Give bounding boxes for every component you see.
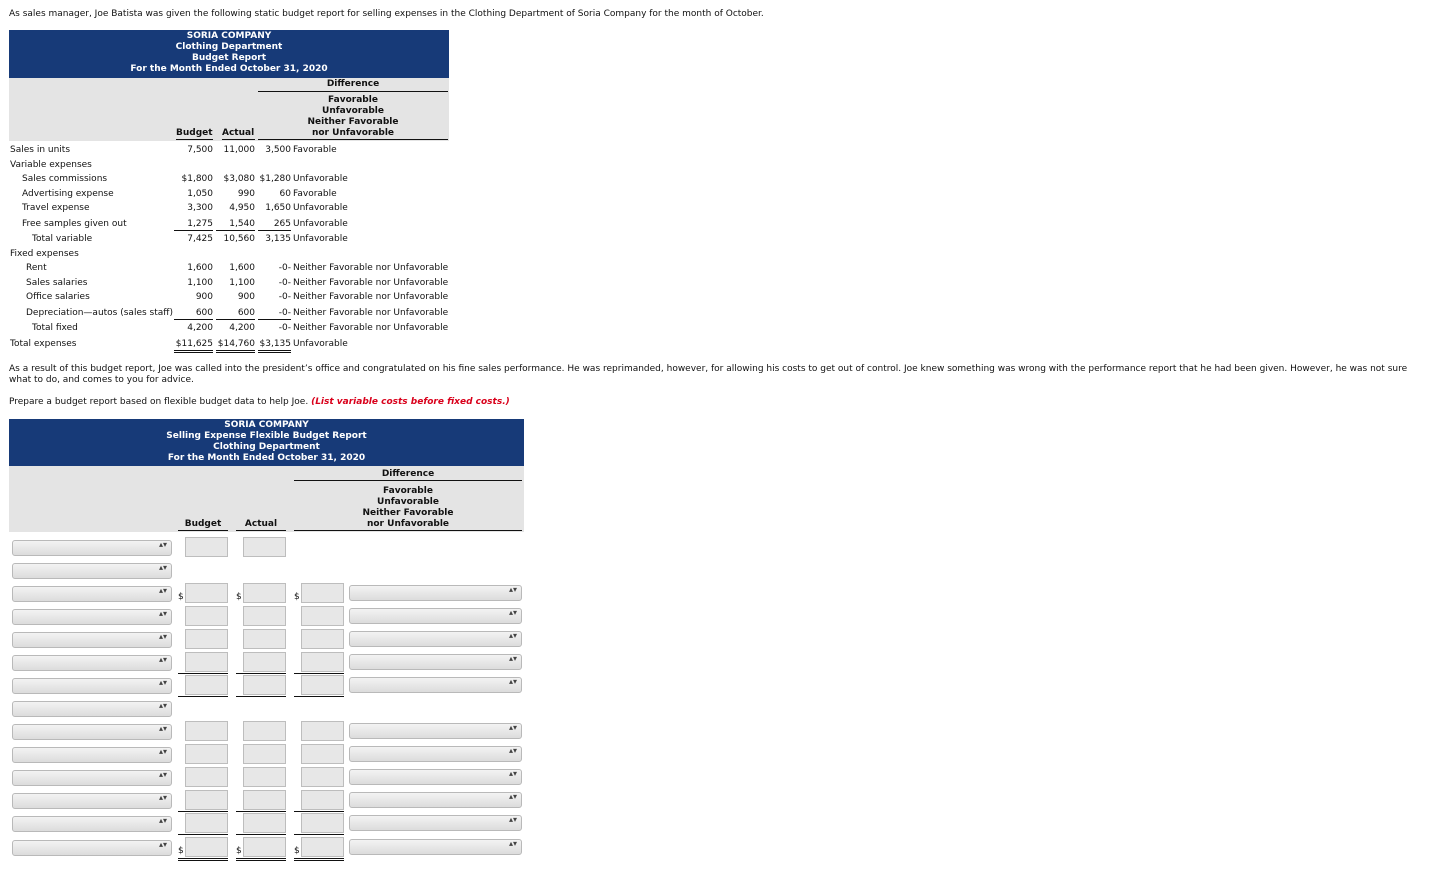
- scenario-paragraph: As a result of this budget report, Joe was called into the president’s office and congratulated on his fine sales performance. He was reprimanded, however, for allowing his costs to get out of control. Joe knew something was wrong with the performance report that he had been given. However, he was not sure what to do, and comes to you for advice.: [9, 364, 1408, 385]
- row-label: Rent: [26, 263, 47, 273]
- difference-input[interactable]: [301, 629, 344, 649]
- budget-value: 4,200: [187, 323, 213, 333]
- actual-value: 1,540: [216, 219, 255, 231]
- difference-status-select[interactable]: [349, 654, 522, 670]
- actual-value: 600: [216, 308, 255, 320]
- total-underline: [294, 673, 344, 674]
- row-label: Sales commissions: [22, 174, 108, 184]
- budget-input[interactable]: [185, 675, 228, 695]
- difference-input[interactable]: [301, 767, 344, 787]
- actual-input[interactable]: [243, 790, 286, 810]
- difference-value: -0-: [278, 323, 291, 333]
- select-arrows-icon: ▴▾: [508, 792, 517, 801]
- dollar-sign: $: [294, 846, 300, 856]
- budget-input[interactable]: [185, 537, 228, 557]
- select-arrows-icon: ▴▾: [158, 747, 167, 756]
- select-arrows-icon: ▴▾: [158, 655, 167, 664]
- static-difference-label: Difference: [326, 79, 380, 89]
- instruction: [9, 397, 510, 407]
- diff-option-unfavorable: Unfavorable: [322, 106, 384, 116]
- flex-report-title: Selling Expense Flexible Budget Report: [166, 431, 367, 441]
- select-arrows-icon: ▴▾: [508, 746, 517, 755]
- select-arrows-icon: ▴▾: [508, 769, 517, 778]
- budget-input[interactable]: [185, 606, 228, 626]
- row-label-select[interactable]: [12, 793, 172, 809]
- select-arrows-icon: ▴▾: [508, 677, 517, 686]
- static-report-header: [9, 30, 449, 79]
- difference-input[interactable]: [301, 606, 344, 626]
- select-arrows-icon: ▴▾: [158, 609, 167, 618]
- status-value: Unfavorable: [293, 219, 348, 229]
- actual-value: 900: [237, 292, 255, 302]
- budget-input[interactable]: [185, 744, 228, 764]
- actual-input[interactable]: [243, 652, 286, 672]
- dollar-sign: $: [178, 592, 184, 602]
- budget-value: 3,300: [187, 203, 213, 213]
- difference-value: -0-: [278, 278, 291, 288]
- actual-value: $14,760: [216, 339, 255, 353]
- total-underline: [236, 858, 286, 861]
- difference-input[interactable]: [301, 583, 344, 603]
- budget-input[interactable]: [185, 837, 228, 857]
- row-label-select[interactable]: [12, 724, 172, 740]
- actual-value: $3,080: [223, 174, 255, 184]
- row-label: Travel expense: [22, 203, 90, 213]
- diff-option-neither: Neither Favorable: [307, 117, 399, 127]
- budget-value: 1,050: [187, 189, 213, 199]
- budget-value: 1,275: [174, 219, 213, 231]
- total-underline: [178, 834, 228, 835]
- status-value: Neither Favorable nor Unfavorable: [293, 323, 449, 333]
- row-label: Variable expenses: [10, 160, 92, 170]
- status-value: Favorable: [293, 189, 337, 199]
- total-underline: [236, 811, 286, 812]
- budget-input[interactable]: [185, 629, 228, 649]
- report-period: For the Month Ended October 31, 2020: [130, 64, 328, 74]
- divider: [294, 480, 522, 481]
- difference-status-select[interactable]: [349, 792, 522, 808]
- actual-value: 4,200: [229, 323, 255, 333]
- row-label: Depreciation—autos (sales staff): [26, 308, 173, 318]
- budget-value: 1,600: [187, 263, 213, 273]
- row-label-select[interactable]: [12, 609, 172, 625]
- actual-input[interactable]: [243, 837, 286, 857]
- actual-input[interactable]: [243, 721, 286, 741]
- difference-status-select[interactable]: [349, 631, 522, 647]
- select-arrows-icon: ▴▾: [508, 585, 517, 594]
- difference-status-select[interactable]: [349, 746, 522, 762]
- flex-difference-label: Difference: [381, 469, 435, 479]
- total-underline: [236, 834, 286, 835]
- row-label-select[interactable]: [12, 840, 172, 856]
- total-underline: [294, 834, 344, 835]
- status-value: Neither Favorable nor Unfavorable: [293, 263, 449, 273]
- difference-status-select[interactable]: [349, 815, 522, 831]
- dollar-sign: $: [178, 846, 184, 856]
- actual-input[interactable]: [243, 629, 286, 649]
- row-label-select[interactable]: [12, 678, 172, 694]
- budget-input[interactable]: [185, 767, 228, 787]
- flex-diff-option-favorable: Favorable: [383, 486, 433, 496]
- actual-input[interactable]: [243, 744, 286, 764]
- row-label-select[interactable]: [12, 586, 172, 602]
- flex-diff-option-neither: Neither Favorable: [362, 508, 454, 518]
- actual-value: 1,100: [229, 278, 255, 288]
- actual-input[interactable]: [243, 813, 286, 833]
- difference-value: -0-: [278, 263, 291, 273]
- budget-value: $11,625: [174, 339, 213, 353]
- flex-period: For the Month Ended October 31, 2020: [167, 453, 366, 463]
- status-value: Unfavorable: [293, 203, 348, 213]
- budget-value: $1,800: [181, 174, 213, 184]
- difference-input[interactable]: [301, 721, 344, 741]
- row-label-select[interactable]: [12, 540, 172, 556]
- actual-value: 11,000: [223, 145, 255, 155]
- status-value: Neither Favorable nor Unfavorable: [293, 308, 449, 318]
- select-arrows-icon: ▴▾: [508, 815, 517, 824]
- difference-input[interactable]: [301, 675, 344, 695]
- difference-value: 1,650: [265, 203, 291, 213]
- row-label: Sales salaries: [26, 278, 88, 288]
- select-arrows-icon: ▴▾: [508, 608, 517, 617]
- diff-option-favorable: Favorable: [328, 95, 378, 105]
- report-name: Budget Report: [191, 53, 267, 63]
- row-label: Free samples given out: [22, 219, 127, 229]
- total-underline: [236, 696, 286, 697]
- actual-input[interactable]: [243, 537, 286, 557]
- total-underline: [294, 811, 344, 812]
- row-label-select[interactable]: [12, 655, 172, 671]
- flex-report-header: [9, 419, 524, 467]
- actual-value: 990: [237, 189, 255, 199]
- select-arrows-icon: ▴▾: [158, 678, 167, 687]
- row-label-select[interactable]: [12, 747, 172, 763]
- difference-value: 3,135: [265, 234, 291, 244]
- flex-company-name: SORIA COMPANY: [224, 420, 309, 430]
- difference-value: -0-: [278, 292, 291, 302]
- select-arrows-icon: ▴▾: [158, 701, 167, 710]
- difference-value: $1,280: [259, 174, 291, 184]
- col-actual: Actual: [222, 128, 255, 138]
- budget-value: 7,500: [187, 145, 213, 155]
- status-value: Neither Favorable nor Unfavorable: [293, 278, 449, 288]
- difference-status-select[interactable]: [349, 608, 522, 624]
- status-value: Unfavorable: [293, 339, 348, 349]
- budget-value: 900: [195, 292, 213, 302]
- budget-value: 600: [174, 308, 213, 320]
- difference-value: 265: [258, 219, 291, 231]
- row-label-select[interactable]: [12, 632, 172, 648]
- budget-input[interactable]: [185, 583, 228, 603]
- instruction-text: Prepare a budget report based on flexible budget data to help Joe.: [9, 397, 309, 407]
- dollar-sign: $: [236, 592, 242, 602]
- divider: [258, 91, 448, 92]
- row-label: Total fixed: [32, 323, 78, 333]
- status-value: Neither Favorable nor Unfavorable: [293, 292, 449, 302]
- row-label-select[interactable]: [12, 816, 172, 832]
- actual-input[interactable]: [243, 767, 286, 787]
- difference-value: -0-: [258, 308, 291, 320]
- budget-input[interactable]: [185, 813, 228, 833]
- difference-value: 3,500: [265, 145, 291, 155]
- intro-text: As sales manager, Joe Batista was given the following static budget report for selling expenses in the Clothing Department of Soria Company for the month of October.: [9, 9, 764, 19]
- status-value: Unfavorable: [293, 234, 348, 244]
- total-underline: [236, 673, 286, 674]
- difference-status-select[interactable]: [349, 769, 522, 785]
- flex-department: Clothing Department: [213, 442, 320, 452]
- flex-col-actual: Actual: [236, 519, 286, 531]
- budget-value: 1,100: [187, 278, 213, 288]
- difference-input[interactable]: [301, 790, 344, 810]
- difference-status-select[interactable]: [349, 839, 522, 855]
- select-arrows-icon: ▴▾: [158, 793, 167, 802]
- company-name: SORIA COMPANY: [186, 31, 272, 41]
- dollar-sign: $: [236, 846, 242, 856]
- status-value: Favorable: [293, 145, 337, 155]
- row-label-select[interactable]: [12, 701, 172, 717]
- select-arrows-icon: ▴▾: [158, 770, 167, 779]
- select-arrows-icon: ▴▾: [508, 839, 517, 848]
- row-label: Fixed expenses: [10, 249, 79, 259]
- status-value: Unfavorable: [293, 174, 348, 184]
- difference-status-select[interactable]: [349, 585, 522, 601]
- difference-input[interactable]: [301, 744, 344, 764]
- difference-input[interactable]: [301, 813, 344, 833]
- actual-value: 4,950: [229, 203, 255, 213]
- select-arrows-icon: ▴▾: [158, 816, 167, 825]
- diff-option-nor: nor Unfavorable: [258, 128, 448, 140]
- total-underline: [178, 858, 228, 861]
- row-label: Office salaries: [26, 292, 90, 302]
- difference-value: $3,135: [258, 339, 291, 353]
- total-underline: [178, 673, 228, 674]
- actual-value: 1,600: [229, 263, 255, 273]
- difference-status-select[interactable]: [349, 723, 522, 739]
- budget-input[interactable]: [185, 790, 228, 810]
- select-arrows-icon: ▴▾: [158, 586, 167, 595]
- flex-col-budget: Budget: [178, 519, 228, 531]
- dollar-sign: $: [294, 592, 300, 602]
- flex-diff-option-nor: nor Unfavorable: [294, 519, 522, 531]
- select-arrows-icon: ▴▾: [158, 540, 167, 549]
- flex-diff-option-unfavorable: Unfavorable: [377, 497, 439, 507]
- instruction-note: (List variable costs before fixed costs.): [311, 397, 510, 407]
- total-underline: [178, 696, 228, 697]
- select-arrows-icon: ▴▾: [158, 724, 167, 733]
- budget-input[interactable]: [185, 721, 228, 741]
- select-arrows-icon: ▴▾: [508, 723, 517, 732]
- difference-input[interactable]: [301, 652, 344, 672]
- difference-input[interactable]: [301, 837, 344, 857]
- select-arrows-icon: ▴▾: [508, 631, 517, 640]
- total-underline: [294, 696, 344, 697]
- difference-value: 60: [279, 189, 291, 199]
- row-label: Sales in units: [10, 145, 71, 155]
- row-label: Total variable: [32, 234, 93, 244]
- select-arrows-icon: ▴▾: [158, 563, 167, 572]
- row-label-select[interactable]: [12, 563, 172, 579]
- select-arrows-icon: ▴▾: [158, 632, 167, 641]
- total-underline: [294, 858, 344, 861]
- budget-input[interactable]: [185, 652, 228, 672]
- select-arrows-icon: ▴▾: [158, 840, 167, 849]
- col-budget: Budget: [176, 128, 213, 138]
- budget-value: 7,425: [187, 234, 213, 244]
- select-arrows-icon: ▴▾: [508, 654, 517, 663]
- actual-input[interactable]: [243, 606, 286, 626]
- row-label: Advertising expense: [22, 189, 114, 199]
- actual-value: 10,560: [223, 234, 255, 244]
- actual-input[interactable]: [243, 583, 286, 603]
- actual-input[interactable]: [243, 675, 286, 695]
- row-label: Total expenses: [10, 339, 77, 349]
- row-label-select[interactable]: [12, 770, 172, 786]
- department-name: Clothing Department: [175, 42, 283, 52]
- difference-status-select[interactable]: [349, 677, 522, 693]
- total-underline: [178, 811, 228, 812]
